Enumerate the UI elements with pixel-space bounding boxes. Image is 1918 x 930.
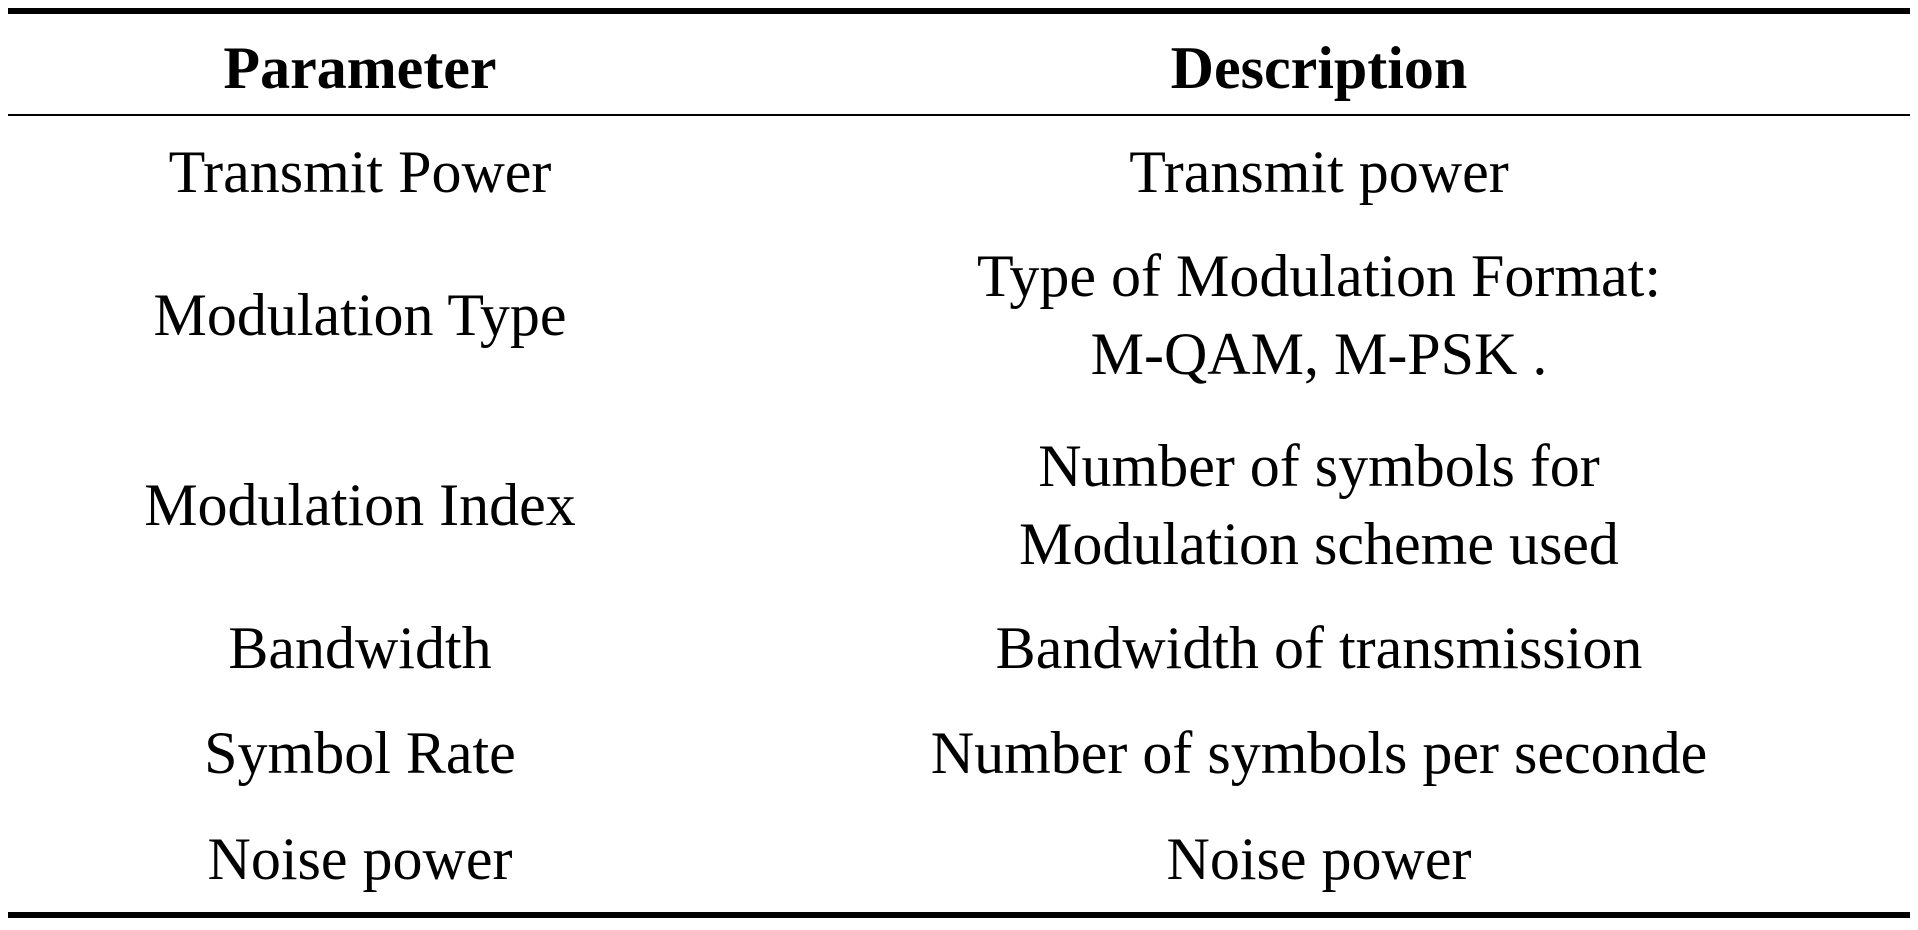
row-4-description: Bandwidth of transmission [995, 615, 1643, 681]
row-2-parameter: Modulation Type [153, 282, 567, 348]
top-rule [8, 8, 1910, 14]
row-3-parameter: Modulation Index [144, 472, 576, 538]
row-6-parameter: Noise power [207, 826, 513, 892]
row-5-parameter: Symbol Rate [204, 720, 516, 786]
row-6-description: Noise power [1166, 826, 1472, 892]
header-description: Description [1170, 35, 1468, 101]
row-4-parameter: Bandwidth [228, 615, 492, 681]
row-3-description: Number of symbols for Modulation scheme used [1019, 433, 1619, 577]
bottom-rule [8, 912, 1910, 918]
row-2-description: Type of Modulation Format: M-QAM, M-PSK . [976, 243, 1662, 387]
row-1-parameter: Transmit Power [168, 139, 552, 205]
row-5-description: Number of symbols per seconde [930, 720, 1708, 786]
header-parameter: Parameter [223, 35, 497, 101]
row-1-description: Transmit power [1129, 139, 1509, 205]
header-rule [8, 114, 1910, 116]
